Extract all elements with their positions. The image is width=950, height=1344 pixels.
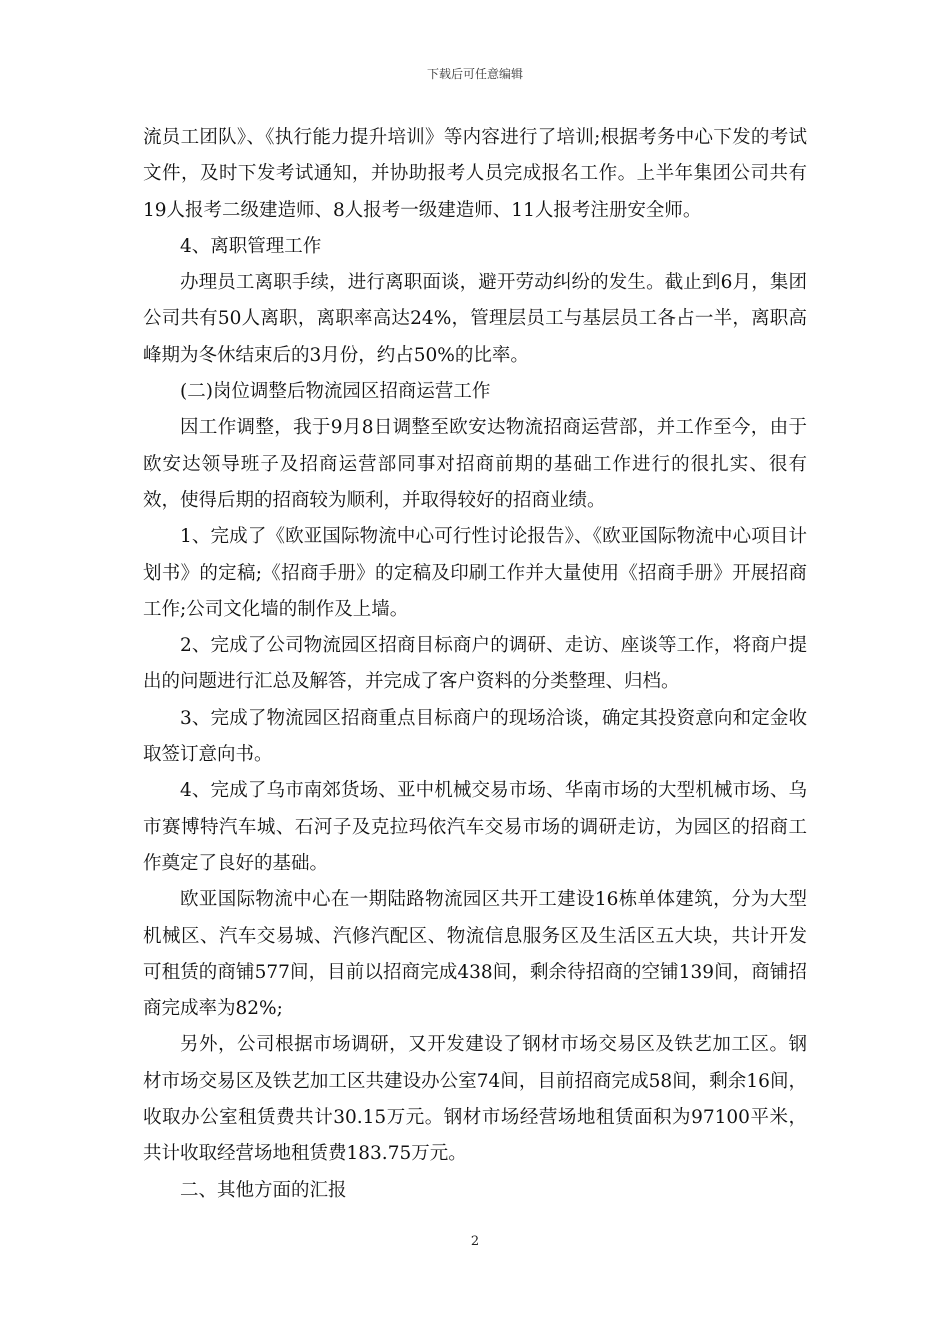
- paragraph-training-continued: 流员工团队》、《执行能力提升培训》等内容进行了培训;根据考务中心下发的考试文件，及时下发考试通知，并协助报考人员完成报名工作。上半年集团公司共有19人报考二级建造师、8人报考一级建造师、11人报考注册安全师。: [143, 127, 807, 221]
- heading-resignation-management: 4、离职管理工作: [180, 235, 322, 257]
- paragraph-item-1: 1、完成了《欧亚国际物流中心可行性讨论报告》、《欧亚国际物流中心项目计划书》的定稿;《招商手册》的定稿及印刷工作并大量使用《招商手册》开展招商工作;公司文化墙的制作及上墙。: [143, 526, 807, 620]
- paragraph-resignation: 办理员工离职手续，进行离职面谈，避开劳动纠纷的发生。截止到6月，集团公司共有50人离职，离职率高达24%，管理层员工与基层员工各占一半，离职高峰期为冬休结束后的3月份，约占50%的比率。: [143, 272, 807, 366]
- heading-other-reports: 二、其他方面的汇报: [180, 1179, 347, 1201]
- page-number: 2: [470, 1234, 480, 1249]
- paragraph-item-2: 2、完成了公司物流园区招商目标商户的调研、走访、座谈等工作，将商户提出的问题进行汇总及解答，并完成了客户资料的分类整理、归档。: [143, 635, 807, 693]
- page-header: 下载后可任意编辑: [426, 67, 523, 81]
- heading-investment-operations: (二)岗位调整后物流园区招商运营工作: [180, 381, 491, 403]
- paragraph-logistics-center: 欧亚国际物流中心在一期陆路物流园区共开工建设16栋单体建筑，分为大型机械区、汽车交易城、汽修汽配区、物流信息服务区及生活区五大块，共计开发可租赁的商铺577间，目前以招商完成438间，剩余待招商的空铺139间，商铺招商完成率为82%;: [143, 889, 807, 1020]
- paragraph-job-adjustment: 因工作调整，我于9月8日调整至欧安达物流招商运营部，并工作至今，由于欧安达领导班子及招商运营部同事对招商前期的基础工作进行的很扎实、很有效，使得后期的招商较为顺利，并取得较好的招商业绩。: [143, 417, 807, 511]
- paragraph-steel-market: 另外，公司根据市场调研，又开发建设了钢材市场交易区及铁艺加工区。钢材市场交易区及铁艺加工区共建设办公室74间，目前招商完成58间，剩余16间，收取办公室租赁费共计30.15万元。钢材市场经营场地租赁面积为97100平米，共计收取经营场地租赁费183.75万元。: [143, 1034, 807, 1165]
- document-body: [143, 120, 807, 1209]
- paragraph-item-3: 3、完成了物流园区招商重点目标商户的现场洽谈，确定其投资意向和定金收取签订意向书。: [143, 707, 807, 766]
- paragraph-item-4: 4、完成了乌市南郊货场、亚中机械交易市场、华南市场的大型机械市场、乌市赛博特汽车城、石河子及克拉玛依汽车交易市场的调研走访，为园区的招商工作奠定了良好的基础。: [143, 780, 807, 874]
